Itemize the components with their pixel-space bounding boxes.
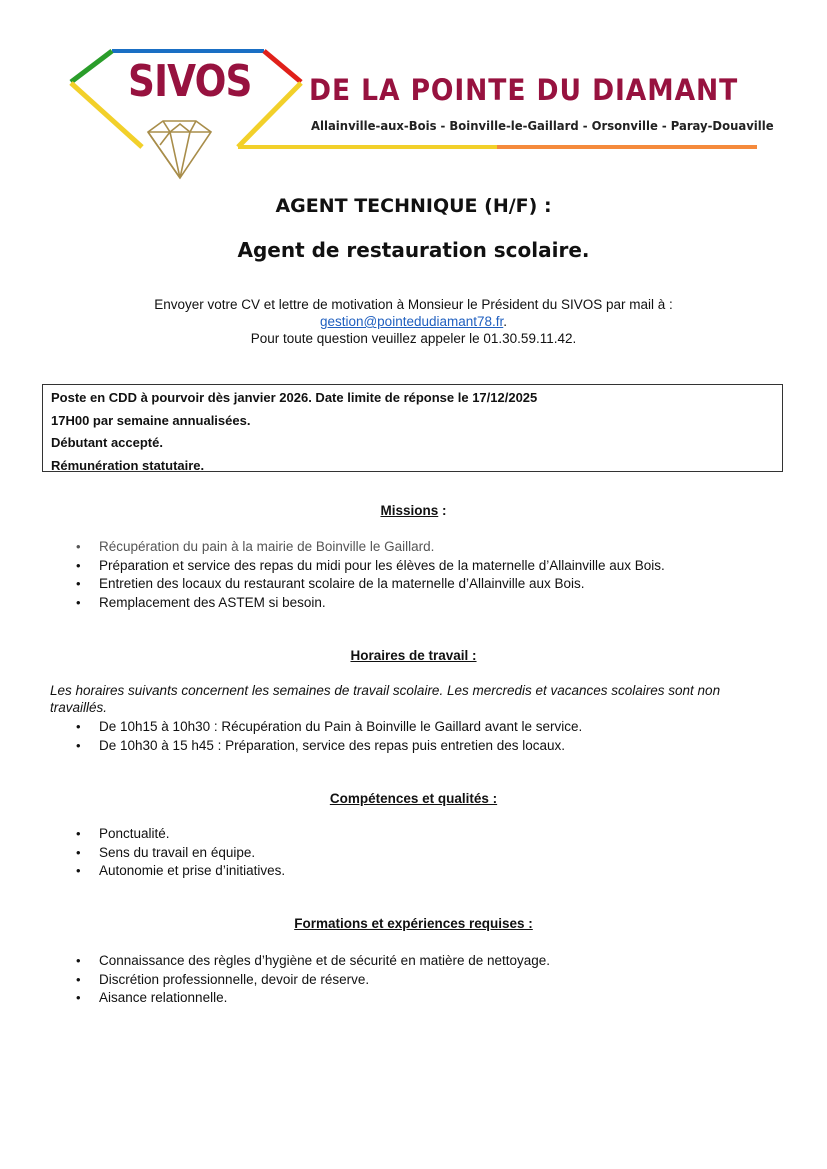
diamond-icon [148,121,211,178]
list-item: • Aisance relationnelle. [76,989,550,1008]
list-item: • De 10h30 à 15 h45 : Préparation, service des repas puis entretien des locaux. [76,737,582,756]
list-item: • De 10h15 à 10h30 : Récupération du Pain à Boinville le Gaillard avant le service. [76,718,582,737]
info-salary: Rémunération statutaire. [51,457,205,473]
competences-list [76,825,285,881]
logo-sivos-text: SIVOS [128,56,252,107]
horaires-title: Horaires de travail : [350,648,477,663]
list-item: • Entretien des locaux du restaurant scolaire de la maternelle d’Allainville aux Bois. [76,575,665,594]
horaires-list [76,718,582,755]
competences-heading [0,791,827,806]
contact-instructions: Envoyer votre CV et lettre de motivation à Monsieur le Président du SIVOS par mail à : [154,297,673,312]
missions-heading [0,503,827,518]
job-info-box [42,384,783,472]
list-item: • Remplacement des ASTEM si besoin. [76,594,665,613]
formations-title: Formations et expériences requises : [294,916,533,931]
list-item: • Connaissance des règles d’hygiène et de sécurité en matière de nettoyage. [76,952,550,971]
missions-title-suffix: : [438,503,447,518]
formations-heading [0,916,827,931]
list-item: • Autonomie et prise d’initiatives. [76,862,285,881]
missions-list [76,538,665,613]
info-contract: Poste en CDD à pourvoir dès janvier 2026. Date limite de réponse le 17/12/2025 [51,390,538,405]
horaires-heading [0,648,827,663]
list-item: • Sens du travail en équipe. [76,844,285,863]
info-beginner: Débutant accepté. [51,435,163,450]
formations-list [76,952,550,1008]
list-item: • Préparation et service des repas du midi pour les élèves de la maternelle d’Allainville aux Bois. [76,557,665,576]
contact-phone: Pour toute question veuillez appeler le 01.30.59.11.42. [250,331,577,346]
contact-email-line [0,313,827,330]
job-subtitle: Agent de restauration scolaire. [237,238,590,262]
info-hours: 17H00 par semaine annualisées. [51,412,251,428]
competences-title: Compétences et qualités : [329,791,498,806]
contact-block [0,296,827,347]
organization-name: DE LA POINTE DU DIAMANT [309,73,739,107]
horaires-note: Les horaires suivants concernent les semaines de travail scolaire. Les mercredis et vacances scolaires sont non travaillés. [50,683,721,715]
missions-title: Missions [380,503,439,518]
header-logo [0,0,827,190]
communes-list: Allainville-aux-Bois - Boinville-le-Gaillard - Orsonville - Paray-Douaville [311,118,774,133]
job-title: AGENT TECHNIQUE (H/F) : [275,195,552,217]
email-link[interactable]: gestion@pointedudiamant78.fr [319,314,504,329]
list-item: • Récupération du pain à la mairie de Boinville le Gaillard. [76,538,665,557]
list-item: • Ponctualité. [76,825,285,844]
list-item: • Discrétion professionnelle, devoir de réserve. [76,971,550,990]
email-suffix: . [503,314,508,329]
